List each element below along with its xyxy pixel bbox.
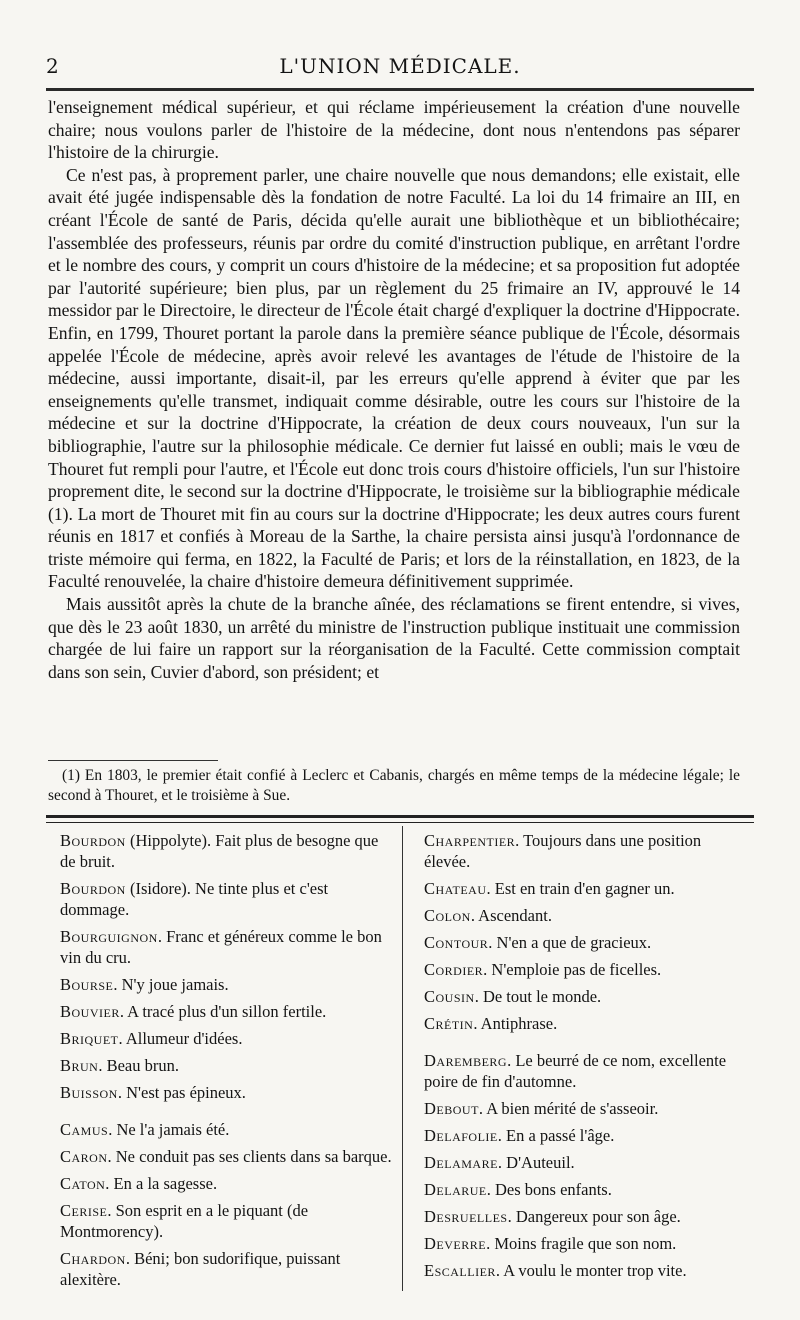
list-item [60,974,392,995]
entry-name: Briquet [60,1029,119,1048]
header-rule [46,88,754,91]
footnote-rule [48,760,218,761]
entry-name: Bouvier [60,1002,120,1021]
entry-name: Escallier [424,1261,496,1280]
entry-text: . Franc et généreux comme le bon vin du cru. [60,927,382,967]
entry-text: . En a passé l'âge. [497,1126,615,1145]
entry-text: . En a la sagesse. [105,1174,218,1193]
entry-name: Chardon [60,1249,126,1268]
list-item [424,1233,742,1254]
entry-text: . Des bons enfants. [486,1180,612,1199]
entry-name: Brun [60,1056,99,1075]
list-item [424,1098,742,1119]
list-item [424,1206,742,1227]
list-item [424,986,742,1007]
list-item [424,830,742,872]
entry-text: . Antiphrase. [473,1014,558,1033]
list-item [424,1152,742,1173]
entry-name: Deverre [424,1234,487,1253]
entry-text: . N'en a que de gracieux. [488,933,652,952]
list-item [424,1179,742,1200]
list-item [60,1028,392,1049]
list-item [424,878,742,899]
list-item [60,830,392,872]
list-item [60,1200,392,1242]
list-item [60,1248,392,1290]
list-item [60,1146,392,1167]
main-text [48,96,740,683]
entry-text: . D'Auteuil. [497,1153,575,1172]
entry-text: . Allumeur d'idées. [118,1029,243,1048]
paragraph-3: Mais aussitôt après la chute de la branche aînée, des réclamations se firent entendre, si vives, que dès le 23 août 1830, un arrêté du ministre de l'instruction publique instituait une commission chargée de lui faire un rapport sur la réorganisation de la Faculté. Cette commission comptait dans son sein, Cuvier d'abord, son président; et [48,594,740,682]
list-item [424,1260,742,1281]
list-item [424,905,742,926]
entry-name: Delarue [424,1180,487,1199]
list-item [60,1055,392,1076]
entry-name: Chateau [424,879,487,898]
entry-name: Delamare [424,1153,498,1172]
entry-text: . Toujours dans une position élevée. [424,831,702,871]
entry-text: . N'y joue jamais. [113,975,229,994]
entry-name: Bourguignon [60,927,158,946]
list-item [424,1050,742,1092]
entry-name: Bourse [60,975,114,994]
entry-text: . Béni; bon sudorifique, puissant alexitère. [60,1249,341,1289]
list-item [424,959,742,980]
entry-name: Charpentier [424,831,516,850]
entry-text: . Ascendant. [470,906,552,925]
entry-text: . N'emploie pas de ficelles. [483,960,662,979]
right-column [424,830,742,1287]
entry-name: Debout [424,1099,479,1118]
entry-name: Desruelles [424,1207,508,1226]
left-column [60,830,392,1296]
entry-name: Caron [60,1147,108,1166]
list-item [60,926,392,968]
entry-text: . A bien mérité de s'asseoir. [478,1099,659,1118]
list-item [60,878,392,920]
column-divider [402,826,403,1291]
section-divider [46,815,754,823]
paragraph-1: l'enseignement médical supérieur, et qui réclame impérieusement la création d'une nouvelle chaire; nous voulons parler de l'histoire de la médecine, dont nous n'entendons pas séparer l'histoire de la chirurgie. [48,97,740,163]
entry-text: . A voulu le monter trop vite. [495,1261,687,1280]
list-item [60,1119,392,1140]
entry-name: Buisson [60,1083,118,1102]
entry-name: Colon [424,906,471,925]
page-header [46,50,754,84]
entry-text: . Dangereux pour son âge. [507,1207,681,1226]
list-item [60,1001,392,1022]
running-title: L'UNION MÉDICALE. [279,54,521,78]
entry-name: Cordier [424,960,484,979]
entry-name: Cerise [60,1201,108,1220]
list-item [60,1082,392,1103]
entry-text: (Isidore). Ne tinte plus et c'est dommage. [60,879,329,919]
entry-text: . Ne conduit pas ses clients dans sa barque. [107,1147,392,1166]
entry-name: Bourdon [60,879,126,898]
entry-name: Daremberg [424,1051,508,1070]
list-item [424,1013,742,1034]
entry-text: . A tracé plus d'un sillon fertile. [119,1002,327,1021]
entry-name: Camus [60,1120,109,1139]
entry-text: . N'est pas épineux. [117,1083,246,1102]
entry-text: . Son esprit en a le piquant (de Montmorency). [60,1201,309,1241]
list-item [424,932,742,953]
paragraph-2: Ce n'est pas, à proprement parler, une chaire nouvelle que nous demandons; elle existait, elle avait été jugée indispensable dès la fondation de notre Faculté. La loi du 14 frimaire an III, en créant l'École de santé de Paris, décida qu'elle aurait une bibliothèque et un bibliothécaire; l'assemblée des professeurs, réunis par ordre du comité d'instruction publique, en arrêtant l'ordre et le nombre des cours, y comprit un cours d'histoire de la médecine; et sa proposition fut adoptée par l'autorité supérieure; bien plus, par un règlement du 25 frimaire an IV, approuvé le 14 messidor par le Directoire, le directeur de l'École était chargé d'expliquer la doctrine d'Hippocrate. Enfin, en 1799, Thouret portant la parole dans la première séance publique de l'École, désormais appelée l'École de médecine, après avoir relevé les avantages de l'étude de l'histoire de la médecine, aussi importante, disait-il, par les erreurs qu'elle apprend à éviter que par les enseignements qu'elle transmet, indiquait comme désirable, outre les cours sur l'histoire de la médecine et sur la doctrine d'Hippocrate, la création de deux cours nouveaux, l'un sur la bibliographie, l'autre sur la philosophie médicale. Ce dernier fut laissé en oubli; mais le vœu de Thouret fut rempli pour l'autre, et l'École eut donc trois cours d'histoire officiels, l'un sur l'histoire proprement dite, le second sur la doctrine d'Hippocrate, le troisième sur la bibliographie médicale (1). La mort de Thouret mit fin au cours sur la doctrine d'Hippocrate; les deux autres cours furent réunis en 1817 et confiés à Moreau de la Sarthe, la chaire persista ainsi jusqu'à l'ordonnance de triste mémoire qui ferma, en 1822, la Faculté de Paris; et lors de la réinstallation, en 1823, de la Faculté renouvelée, la chaire d'histoire demeura définitivement supprimée. [48,164,740,592]
entry-text: . Est en train d'en gagner un. [486,879,675,898]
entry-name: Caton [60,1174,106,1193]
list-item [424,1125,742,1146]
entry-text: . Moins fragile que son nom. [486,1234,677,1253]
entry-name: Delafolie [424,1126,498,1145]
entry-name: Cousin [424,987,475,1006]
entry-text: . De tout le monde. [474,987,602,1006]
entry-text: . Le beurré de ce nom, excellente poire de fin d'automne. [424,1051,727,1091]
entry-name: Crétin [424,1014,474,1033]
entry-name: Bourdon [60,831,126,850]
entry-text: . Beau brun. [98,1056,179,1075]
entry-text: (Hippolyte). Fait plus de besogne que de bruit. [60,831,379,871]
list-item [60,1173,392,1194]
entry-text: . Ne l'a jamais été. [108,1120,230,1139]
entry-name: Contour [424,933,489,952]
page-number: 2 [46,54,59,78]
footnote: (1) En 1803, le premier était confié à Leclerc et Cabanis, chargés en même temps de la médecine légale; le second à Thouret, et le troisième à Sue. [48,767,740,804]
